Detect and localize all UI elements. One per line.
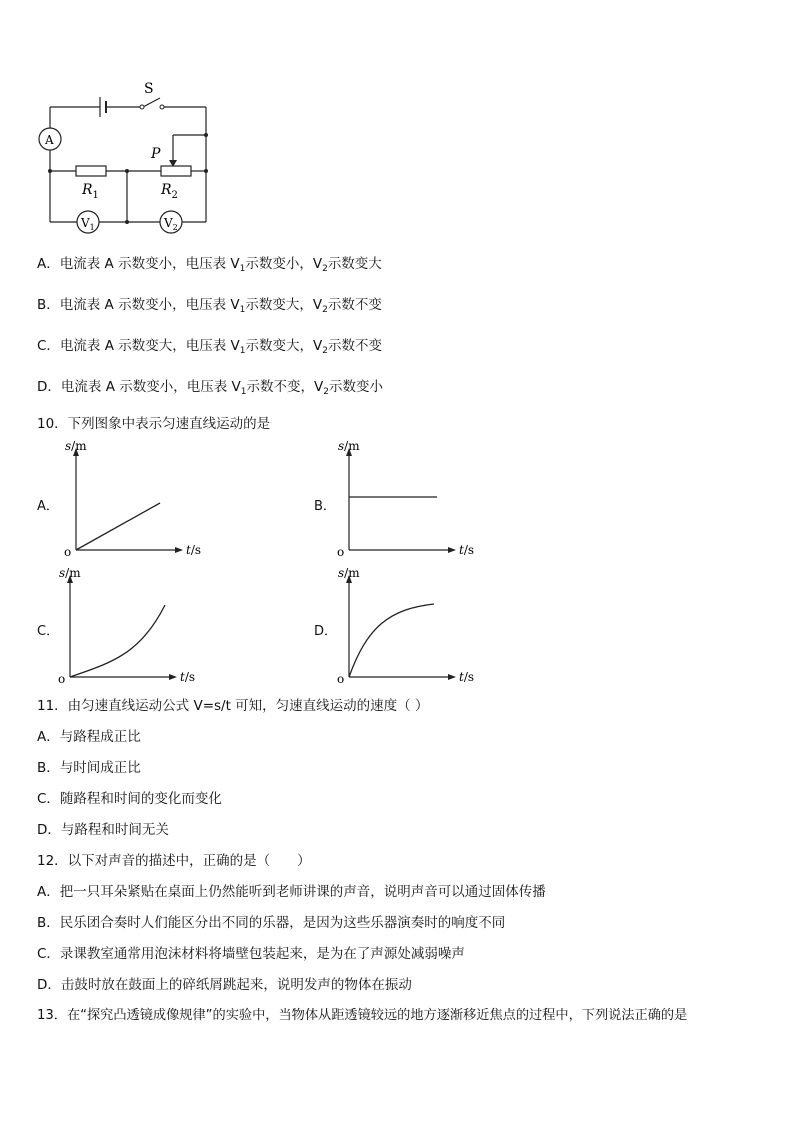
switch-contact-left	[140, 105, 144, 109]
graph-a-x-arrow-icon	[175, 547, 183, 553]
q11-stem: 11．由匀速直线运动公式 V=s/t 可知，匀速直线运动的速度（ ）	[37, 698, 429, 714]
graph-a-x-label: t/s	[186, 543, 202, 557]
junction-dot	[204, 133, 208, 137]
graph-d-x-arrow-icon	[448, 674, 456, 680]
junction-dot	[125, 169, 129, 173]
option-text-part: 电流表 A 示数变小，电压表 V	[59, 256, 240, 272]
q11-option-c: C．随路程和时间的变化而变化	[37, 791, 222, 807]
r2-label: $R_2$	[161, 182, 178, 201]
junction-dot	[125, 220, 129, 224]
option-text-part: 示数不变	[328, 338, 382, 354]
option-text-part: 示数变大，V	[245, 297, 323, 313]
option-text-part: 示数变小	[328, 379, 383, 395]
resistor-r1	[76, 166, 106, 176]
graph-b-y-label: s/m	[338, 440, 360, 453]
subscript: 2	[323, 387, 329, 397]
q12-option-d: D．击鼓时放在鼓面上的碎纸屑跳起来，说明发声的物体在振动	[37, 977, 412, 993]
q10-option-b-label: B．	[314, 499, 336, 514]
slider-label: P	[151, 146, 161, 162]
q11-option-b: B．与时间成正比	[37, 760, 141, 776]
switch-contact-right	[160, 105, 164, 109]
junction-dot	[204, 169, 208, 173]
q10-stem: 10．下列图象中表示匀速直线运动的是	[37, 416, 271, 432]
q10-option-d-label: D．	[314, 624, 338, 639]
graph-a-origin: o	[64, 545, 72, 559]
option-text-part: 示数变大	[327, 256, 382, 272]
q11-option-a: A．与路程成正比	[37, 729, 141, 745]
graph-d-origin: o	[337, 672, 345, 686]
subscript: 2	[322, 346, 328, 356]
q10-option-a-label: A．	[37, 499, 59, 514]
option-text-part: 示数变大，V	[245, 338, 323, 354]
graph-b-x-arrow-icon	[448, 547, 456, 553]
switch-blade	[143, 98, 160, 107]
q9-option-a	[37, 255, 382, 278]
junction-dot	[48, 169, 52, 173]
graph-d-x-label: t/s	[459, 670, 475, 684]
q12-option-a: A．把一只耳朵紧贴在桌面上仍然能听到老师讲课的声音，说明声音可以通过固体传播	[37, 884, 546, 900]
q9-option-d	[37, 378, 383, 401]
option-text-part: 示数不变	[327, 297, 382, 313]
option-text-part: 示数变小，V	[245, 256, 323, 272]
graph-a-curve	[76, 503, 160, 550]
q12-option-b: B．民乐团合奏时人们能区分出不同的乐器，是因为这些乐器演奏时的响度不同	[37, 915, 506, 931]
graph-c-origin: o	[58, 672, 66, 686]
option-text-part: 电流表 A 示数变小，电压表 V	[60, 379, 241, 395]
subscript: 1	[239, 305, 246, 315]
graph-c-x-arrow-icon	[169, 674, 177, 680]
q9-option-b	[37, 296, 382, 319]
circuit-diagram	[30, 78, 230, 238]
option-text-part: 示数不变，V	[246, 379, 324, 395]
graph-c-x-label: t/s	[180, 670, 196, 684]
graph-d-curve	[349, 604, 434, 677]
subscript: 1	[239, 346, 246, 356]
option-text-part: 电流表 A 示数变大，电压表 V	[59, 338, 240, 354]
q10-option-c-label: C．	[37, 624, 60, 639]
graph-d-y-label: s/m	[338, 566, 360, 580]
v1-label: $V_1$	[81, 216, 95, 232]
option-text-part: C．	[37, 338, 60, 354]
graph-a-y-label: s/m	[65, 440, 87, 453]
graph-b-origin: o	[337, 545, 345, 559]
v2-label: $V_2$	[164, 216, 178, 232]
option-text-part: B．	[37, 297, 60, 313]
subscript: 1	[240, 387, 247, 397]
option-text-part: 电流表 A 示数变小，电压表 V	[59, 297, 240, 313]
graph-b-x-label: t/s	[459, 543, 475, 557]
q10-graphs	[0, 440, 794, 690]
ammeter-label: A	[45, 133, 54, 147]
subscript: 2	[322, 264, 328, 274]
r1-label: $R_1$	[82, 182, 99, 201]
q12-stem: 12．以下对声音的描述中，正确的是（ ）	[37, 853, 311, 869]
option-text-part: A．	[37, 256, 60, 272]
q11-option-d: D．与路程和时间无关	[37, 822, 169, 838]
subscript: 1	[239, 264, 246, 274]
q13-stem: 13．在“探究凸透镜成像规律”的实验中，当物体从距透镜较远的地方逐渐移近焦点的过程中，下列说法正确的是	[37, 1008, 688, 1023]
subscript: 2	[322, 305, 328, 315]
option-text-part: D．	[37, 379, 61, 395]
q12-option-c: C．录课教室通常用泡沫材料将墙壁包装起来，是为在了声源处减弱噪声	[37, 946, 465, 962]
resistor-r2	[161, 166, 191, 176]
q9-option-c	[37, 337, 382, 360]
graph-c-curve	[70, 605, 165, 677]
switch-label: S	[144, 81, 154, 97]
graph-c-y-label: s/m	[59, 566, 81, 580]
